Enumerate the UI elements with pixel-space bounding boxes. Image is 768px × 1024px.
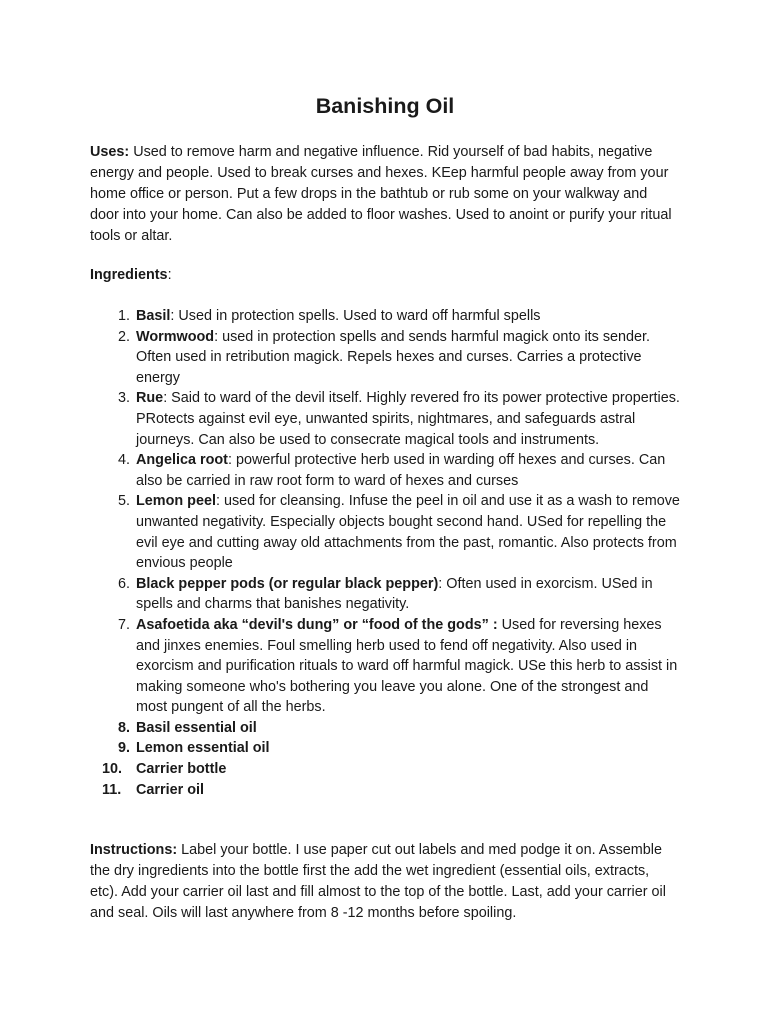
list-item	[90, 450, 680, 491]
ingredient-name: Carrier bottle	[136, 761, 227, 778]
document-title: Banishing Oil	[315, 94, 455, 118]
list-item	[90, 574, 680, 615]
list-item	[90, 738, 680, 759]
ingredient-name: Basil	[136, 308, 171, 324]
ingredient-name: Angelica root	[136, 452, 228, 469]
ingredient-name: Lemon essential oil	[136, 740, 270, 757]
list-item	[90, 388, 680, 450]
list-item-number: 8.	[117, 719, 130, 736]
uses-paragraph	[90, 142, 680, 247]
ingredient-description: : Often used in exorcism. USed in spells and charms that banishes negativity.	[136, 575, 653, 613]
list-item	[90, 327, 680, 389]
ingredients-list	[90, 306, 680, 800]
instructions-label: Instructions:	[90, 842, 178, 858]
list-item-number: 9.	[117, 740, 130, 757]
uses-label: Uses:	[90, 144, 130, 160]
list-item-number: 5.	[117, 493, 130, 510]
list-item-number: 6.	[117, 575, 130, 592]
list-item	[90, 759, 680, 780]
list-item-number: 11.	[102, 781, 122, 798]
ingredients-colon: :	[167, 267, 172, 283]
ingredient-description: : Used in protection spells. Used to ward off harmful spells	[170, 308, 541, 324]
ingredients-label: Ingredients	[90, 267, 168, 283]
ingredient-description: : Said to ward of the devil itself. Highly revered fro its power protective properties. PRotects against evil eye, unwanted spirits, nightmares, and safeguards astral journeys. Can also be used to consecrate magical tools and instruments.	[136, 390, 680, 448]
ingredient-description: : used for cleansing. Infuse the peel in oil and use it as a wash to remove unwanted negativity. Especially objects bought second hand. USed for repelling the evil eye and cutting away old attachments from the past, romantic. Also protects from envious people	[136, 493, 680, 572]
list-item	[90, 780, 680, 801]
ingredient-name: Wormwood	[136, 328, 215, 345]
ingredients-heading	[90, 265, 680, 286]
list-item-number: 3.	[117, 390, 130, 407]
ingredient-name: Asafoetida aka “devil's dung” or “food of the gods” :	[136, 616, 498, 633]
ingredient-name: Black pepper pods (or regular black pepper)	[136, 575, 439, 592]
instructions-text: Label your bottle. I use paper cut out labels and med podge it on. Assemble the dry ingredients into the bottle first the add the wet ingredient (essential oils, extracts, etc). Add your carrier oil last and fill almost to the top of the bottle. Last, add your carrier oil and seal. Oils will last anywhere from 8 -12 months before spoiling.	[90, 842, 666, 921]
list-item-number: 1.	[117, 308, 130, 324]
list-item	[90, 306, 680, 327]
instructions-paragraph	[90, 840, 680, 924]
list-item-number: 10.	[102, 761, 123, 778]
list-item	[90, 615, 680, 718]
ingredient-name: Basil essential oil	[136, 719, 257, 736]
ingredient-description: : used in protection spells and sends harmful magick onto its sender. Often used in retribution magick. Repels hexes and curses. Carries a protective energy	[136, 328, 651, 386]
ingredient-name: Lemon peel	[136, 493, 216, 510]
ingredient-description: : powerful protective herb used in warding off hexes and curses. Can also be carried in raw root form to ward of hexes and curses	[136, 452, 666, 489]
list-item-number: 2.	[117, 328, 130, 345]
ingredient-description: Used for reversing hexes and jinxes enemies. Foul smelling herb used to fend off negativity. Also used in exorcism and purification rituals to ward off harmful magick. USe this herb to assist in making someone who's bothering you leave you alone. One of the strongest and most pungent of all the herbs.	[136, 616, 678, 716]
list-item-number: 4.	[117, 452, 130, 469]
list-item	[90, 491, 680, 573]
list-item-number: 7.	[117, 616, 130, 633]
list-item	[90, 718, 680, 739]
ingredient-name: Carrier oil	[136, 781, 204, 798]
ingredient-name: Rue	[136, 390, 164, 407]
uses-text: Used to remove harm and negative influence. Rid yourself of bad habits, negative energy and people. Used to break curses and hexes. KEep harmful people away from your home office or person. Put a few drops in the bathtub or rub some on your walkway and door into your home. Can also be added to floor washes. Used to anoint or purify your ritual tools or altar.	[90, 144, 672, 244]
